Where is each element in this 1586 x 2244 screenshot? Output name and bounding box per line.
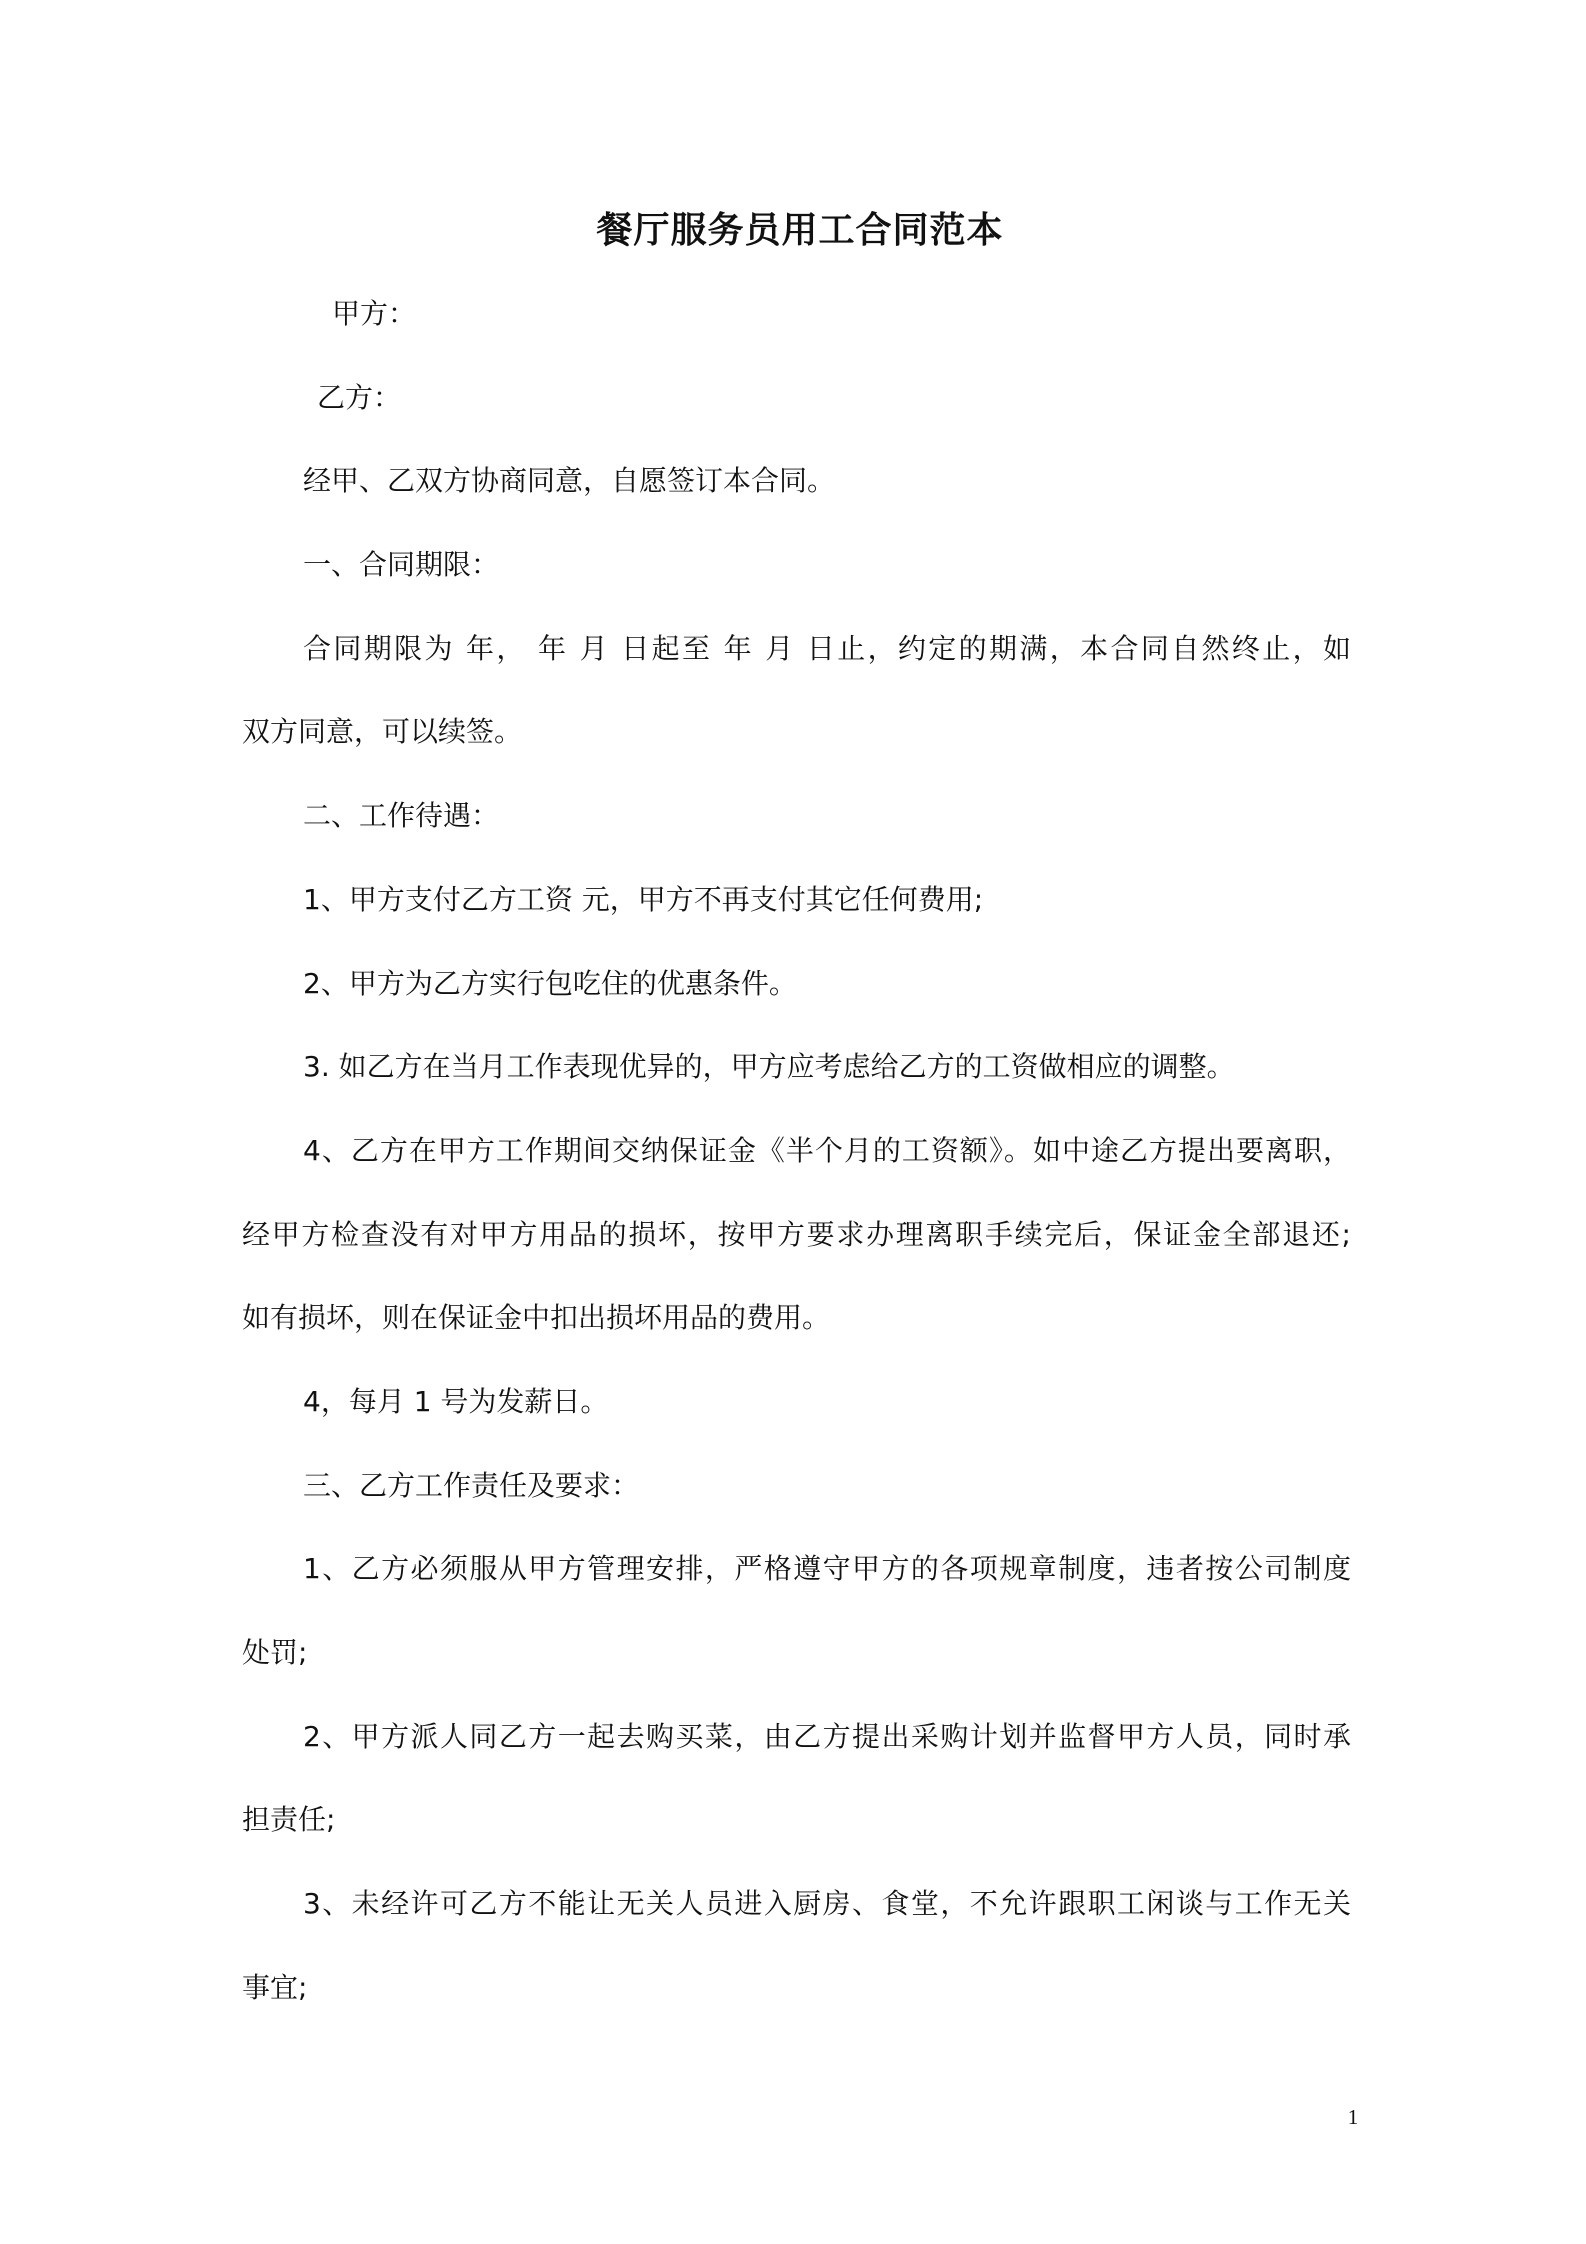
- clause-line: 4，每月 1 号为发薪日。: [303, 1384, 609, 1418]
- clause-line: 3. 如乙方在当月工作表现优异的，甲方应考虑给乙方的工资做相应的调整。: [303, 1050, 1235, 1084]
- section-term: [242, 523, 1351, 774]
- clause-line: 双方同意，可以续签。: [242, 715, 523, 749]
- clause-line: 事宜;: [242, 1970, 308, 2004]
- intro-paragraph: 经甲、乙双方协商同意，自愿签订本合同。: [303, 464, 836, 498]
- clause-paragraph: [242, 1695, 1351, 1862]
- section-duties: [242, 1444, 1351, 2030]
- page-number: 1: [1347, 2105, 1359, 2129]
- clause-paragraph: [242, 607, 1351, 774]
- clause-paragraph: [242, 1862, 1351, 2029]
- section-heading: 一、合同期限：: [303, 548, 500, 582]
- document-title: 餐厅服务员用工合同范本: [596, 210, 1004, 251]
- clause-paragraph: [242, 1360, 1351, 1444]
- clause-paragraph: [242, 1527, 1351, 1694]
- clause-line: 担责任;: [242, 1803, 336, 1837]
- section-heading: 三、乙方工作责任及要求：: [303, 1468, 640, 1502]
- clause-paragraph: [242, 858, 1351, 942]
- section-heading: 二、工作待遇：: [303, 799, 500, 833]
- section-benefits: [242, 774, 1351, 1444]
- clause-paragraph: [242, 1025, 1351, 1109]
- clause-paragraph: [242, 1109, 1351, 1360]
- clause-line: 处罚;: [242, 1636, 308, 1669]
- clause-line: 2、甲方为乙方实行包吃住的优惠条件。: [303, 966, 797, 1000]
- clause-line: 1、乙方必须服从甲方管理安排，严格遵守甲方的各项规章制度，违者按公司制度: [303, 1552, 1351, 1586]
- clause-line: 合同期限为 年， 年 月 日起至 年 月 日止，约定的期满，本合同自然终止，如: [303, 631, 1351, 665]
- clause-paragraph: [242, 942, 1351, 1026]
- clause-line: 经甲方检查没有对甲方用品的损坏，按甲方要求办理离职手续完后，保证金全部退还;: [242, 1217, 1351, 1251]
- clause-line: 1、甲方支付乙方工资 元，甲方不再支付其它任何费用;: [303, 882, 984, 916]
- clause-line: 2、甲方派人同乙方一起去购买菜，由乙方提出采购计划并监督甲方人员，同时承: [303, 1719, 1351, 1753]
- clause-line: 4、乙方在甲方工作期间交纳保证金《半个月的工资额》。如中途乙方提出要离职，: [303, 1133, 1351, 1167]
- document-body: [242, 272, 1351, 2029]
- clause-line: 3、未经许可乙方不能让无关人员进入厨房、食堂，不允许跟职工闲谈与工作无关: [303, 1887, 1351, 1921]
- clause-line: 如有损坏，则在保证金中扣出损坏用品的费用。: [242, 1301, 831, 1335]
- party-a-label: 甲方：: [332, 297, 417, 330]
- party-b-label: 乙方：: [317, 380, 402, 414]
